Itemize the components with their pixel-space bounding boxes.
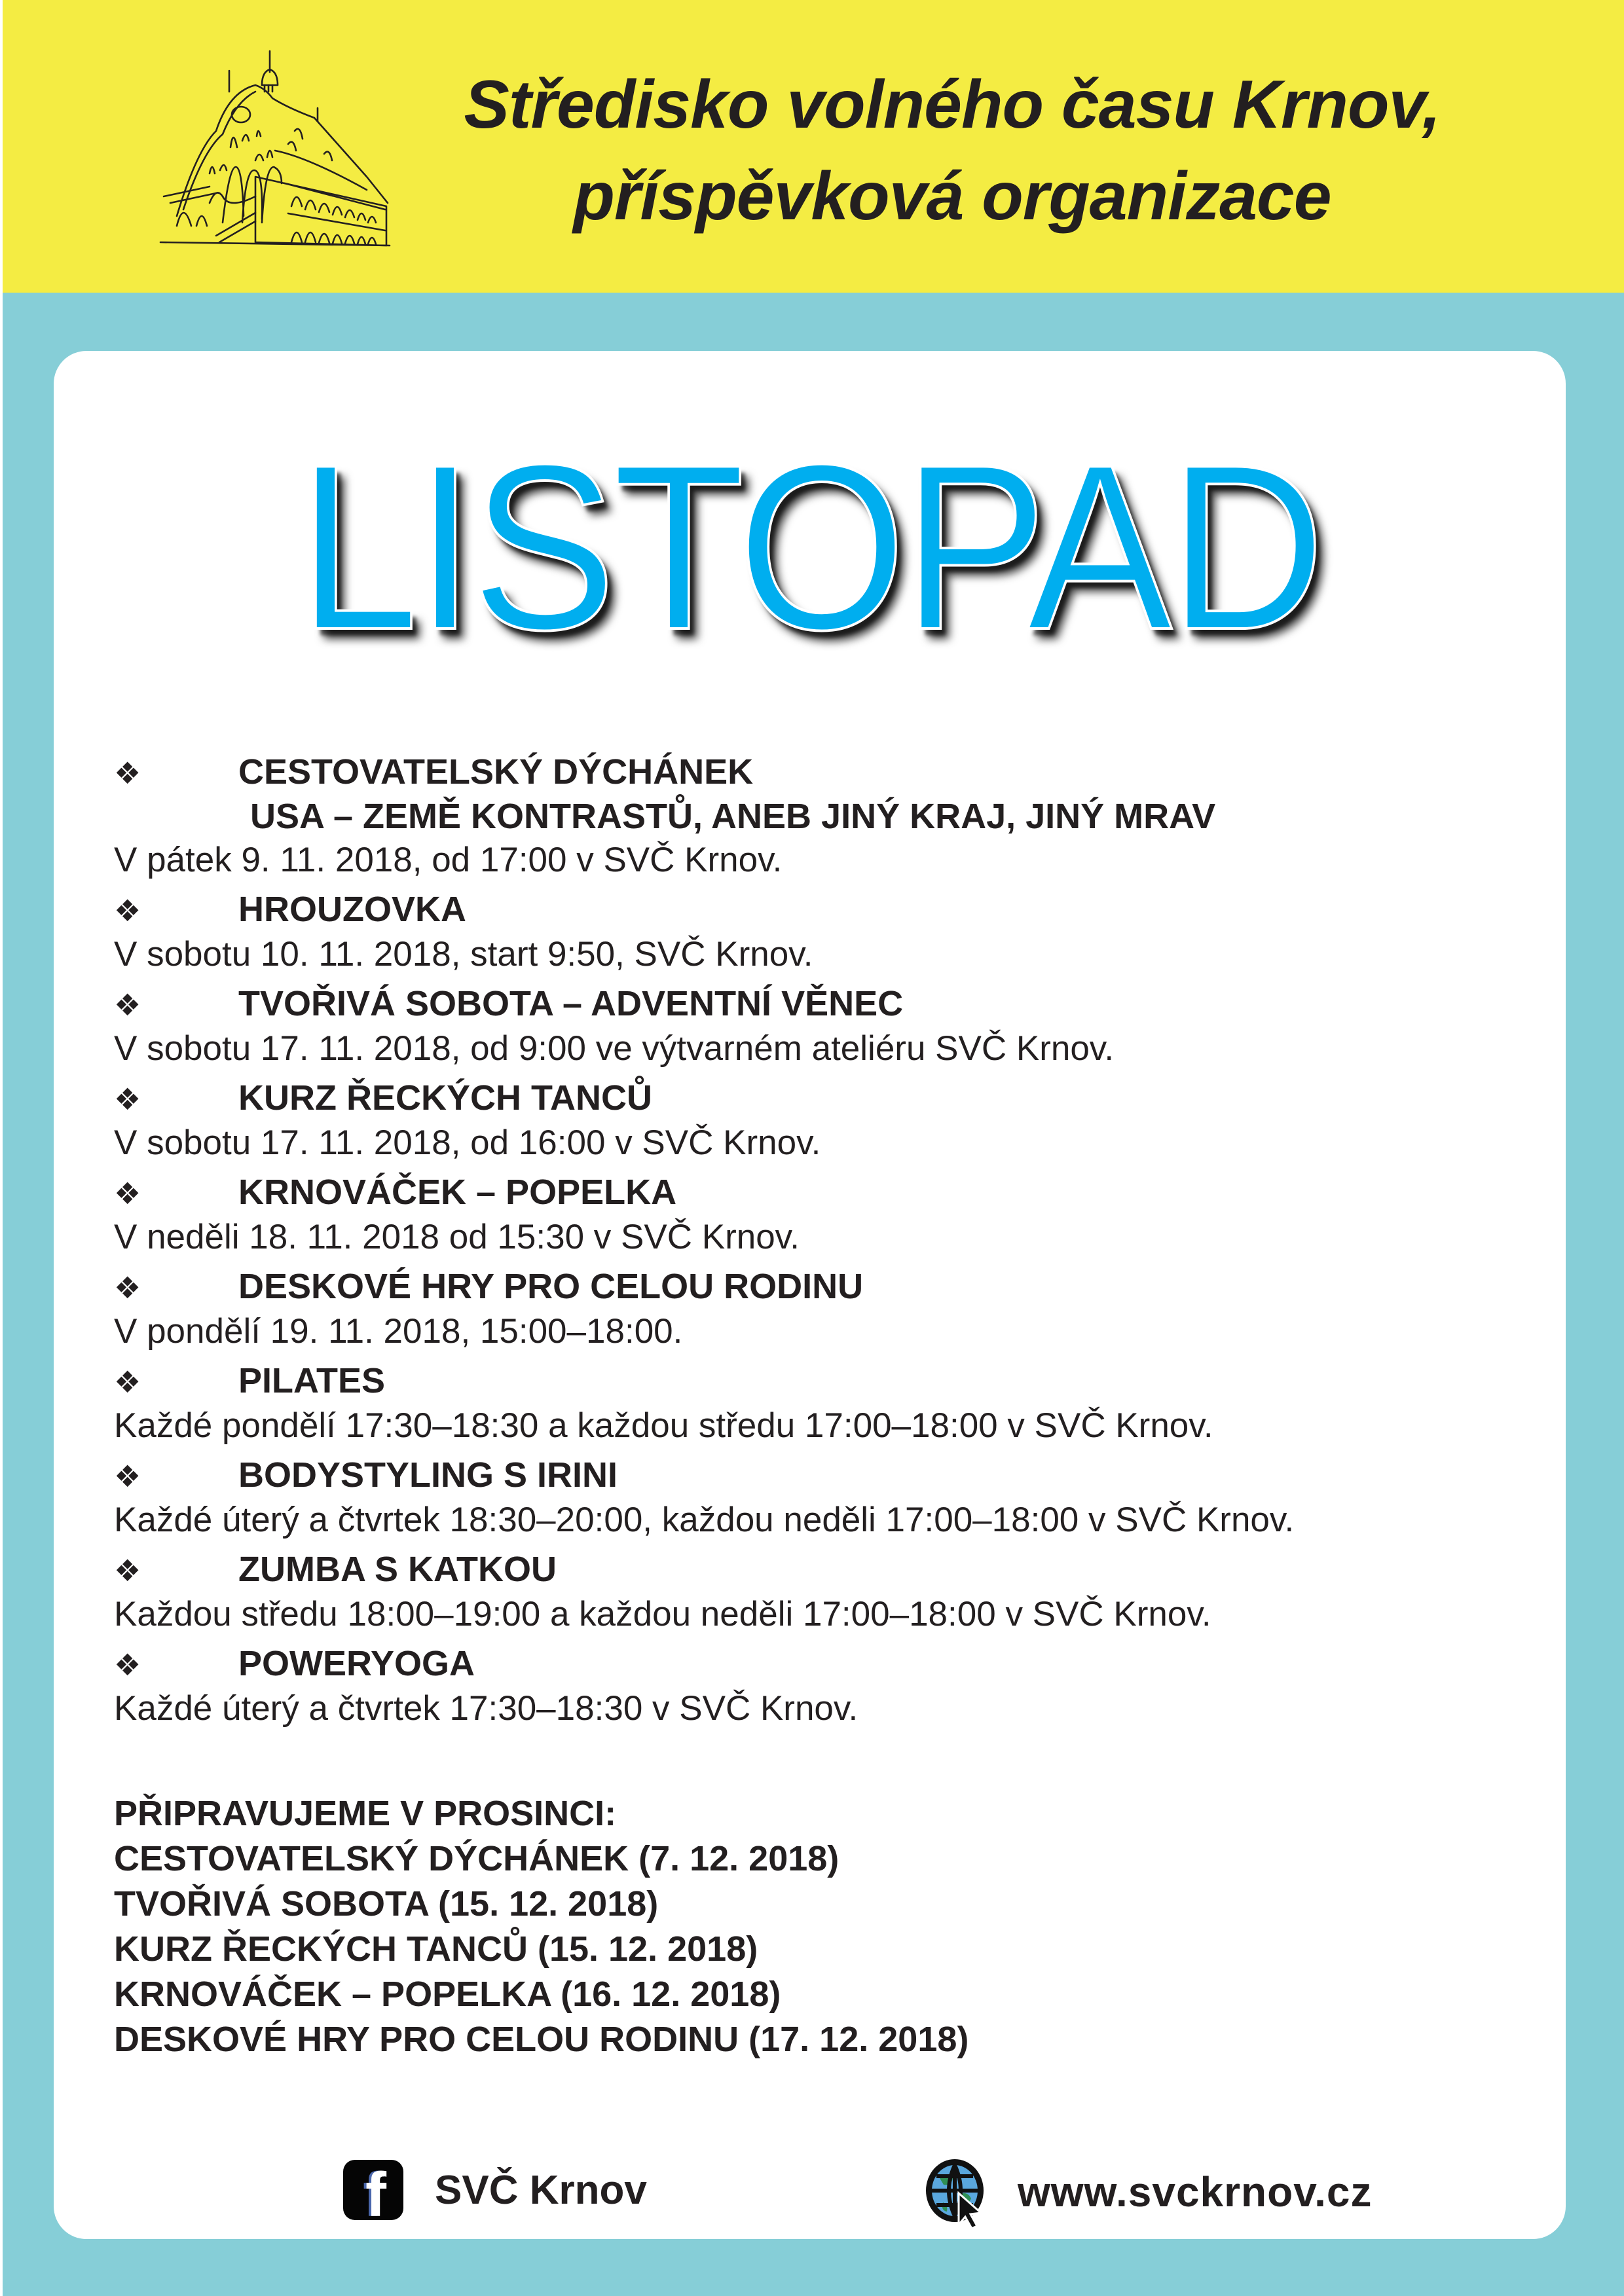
event-item: [114, 750, 1555, 883]
upcoming-item: KURZ ŘECKÝCH TANCŮ (15. 12. 2018): [114, 1929, 758, 1969]
header-banner: [3, 0, 1624, 293]
diamond-bullet-icon: ❖: [114, 894, 141, 928]
event-description: V pátek 9. 11. 2018, od 17:00 v SVČ Krnov.: [114, 841, 783, 879]
diamond-bullet-icon: ❖: [114, 1459, 141, 1493]
event-item: [114, 888, 1555, 977]
diamond-bullet-icon: ❖: [114, 1648, 141, 1682]
event-description: V sobotu 10. 11. 2018, start 9:50, SVČ Krnov.: [114, 935, 813, 974]
diamond-bullet-icon: ❖: [114, 1082, 141, 1116]
facebook-link[interactable]: [343, 2160, 647, 2220]
event-list: [114, 750, 1555, 1736]
event-description: Každé pondělí 17:30–18:30 a každou středu 17:00–18:00 v SVČ Krnov.: [114, 1406, 1213, 1445]
upcoming-item: KRNOVÁČEK – POPELKA (16. 12. 2018): [114, 1975, 781, 2014]
event-title: HROUZOVKA: [238, 890, 466, 929]
event-title: ZUMBA S KATKOU: [238, 1550, 557, 1589]
left-edge-strip: [0, 0, 3, 2296]
diamond-bullet-icon: ❖: [114, 1365, 141, 1399]
globe-cursor-icon: [923, 2155, 991, 2229]
content-card: [54, 351, 1566, 2239]
event-title: PILATES: [238, 1361, 386, 1400]
event-description: Každou středu 18:00–19:00 a každou neděli 17:00–18:00 v SVČ Krnov.: [114, 1595, 1211, 1633]
event-item: [114, 1359, 1555, 1448]
event-item: [114, 982, 1555, 1071]
event-title: CESTOVATELSKÝ DÝCHÁNEK: [238, 752, 754, 792]
event-item: [114, 1171, 1555, 1260]
event-description: Každé úterý a čtvrtek 18:30–20:00, každou neděli 17:00–18:00 v SVČ Krnov.: [114, 1501, 1295, 1539]
event-title: POWERYOGA: [238, 1644, 475, 1683]
event-title: BODYSTYLING S IRINI: [238, 1455, 618, 1495]
website-url: www.svckrnov.cz: [1018, 2168, 1373, 2215]
event-item: [114, 1265, 1555, 1354]
upcoming-item: DESKOVÉ HRY PRO CELOU RODINU (17. 12. 2018): [114, 2020, 969, 2059]
diamond-bullet-icon: ❖: [114, 988, 141, 1022]
upcoming-item: TVOŘIVÁ SOBOTA (15. 12. 2018): [114, 1884, 659, 1923]
building-line-drawing-icon: [157, 46, 399, 255]
event-title: KRNOVÁČEK – POPELKA: [238, 1173, 677, 1212]
event-description: V neděli 18. 11. 2018 od 15:30 v SVČ Krnov.: [114, 1218, 800, 1256]
event-item: [114, 1453, 1555, 1542]
diamond-bullet-icon: ❖: [114, 1554, 141, 1588]
upcoming-december: [114, 1791, 969, 2062]
diamond-bullet-icon: ❖: [114, 1271, 141, 1305]
event-title: DESKOVÉ HRY PRO CELOU RODINU: [238, 1267, 864, 1306]
month-title: LISTOPAD: [297, 416, 1322, 679]
event-title: KURZ ŘECKÝCH TANCŮ: [238, 1078, 652, 1118]
diamond-bullet-icon: ❖: [114, 1176, 141, 1211]
facebook-label: SVČ Krnov: [435, 2167, 647, 2213]
organization-name: [369, 59, 1535, 242]
upcoming-heading: PŘIPRAVUJEME V PROSINCI:: [114, 1794, 617, 1833]
event-description: V pondělí 19. 11. 2018, 15:00–18:00.: [114, 1312, 683, 1351]
website-link[interactable]: [923, 2155, 1372, 2229]
event-item: [114, 1548, 1555, 1637]
facebook-icon: f: [343, 2160, 403, 2220]
event-description: V sobotu 17. 11. 2018, od 16:00 v SVČ Krnov.: [114, 1123, 821, 1162]
organization-name-line1: Středisko volného času Krnov,: [464, 67, 1441, 143]
event-item: [114, 1076, 1555, 1165]
organization-name-line2: příspěvková organizace: [573, 158, 1331, 234]
event-title: TVOŘIVÁ SOBOTA – ADVENTNÍ VĚNEC: [238, 984, 904, 1023]
diamond-bullet-icon: ❖: [114, 756, 141, 790]
event-description: Každé úterý a čtvrtek 17:30–18:30 v SVČ Krnov.: [114, 1689, 858, 1728]
upcoming-item: CESTOVATELSKÝ DÝCHÁNEK (7. 12. 2018): [114, 1839, 840, 1878]
event-item: [114, 1642, 1555, 1731]
event-description: V sobotu 17. 11. 2018, od 9:00 ve výtvarném ateliéru SVČ Krnov.: [114, 1029, 1115, 1068]
event-subtitle: USA – ZEMĚ KONTRASTŮ, ANEB JINÝ KRAJ, JINÝ MRAV: [250, 797, 1216, 836]
